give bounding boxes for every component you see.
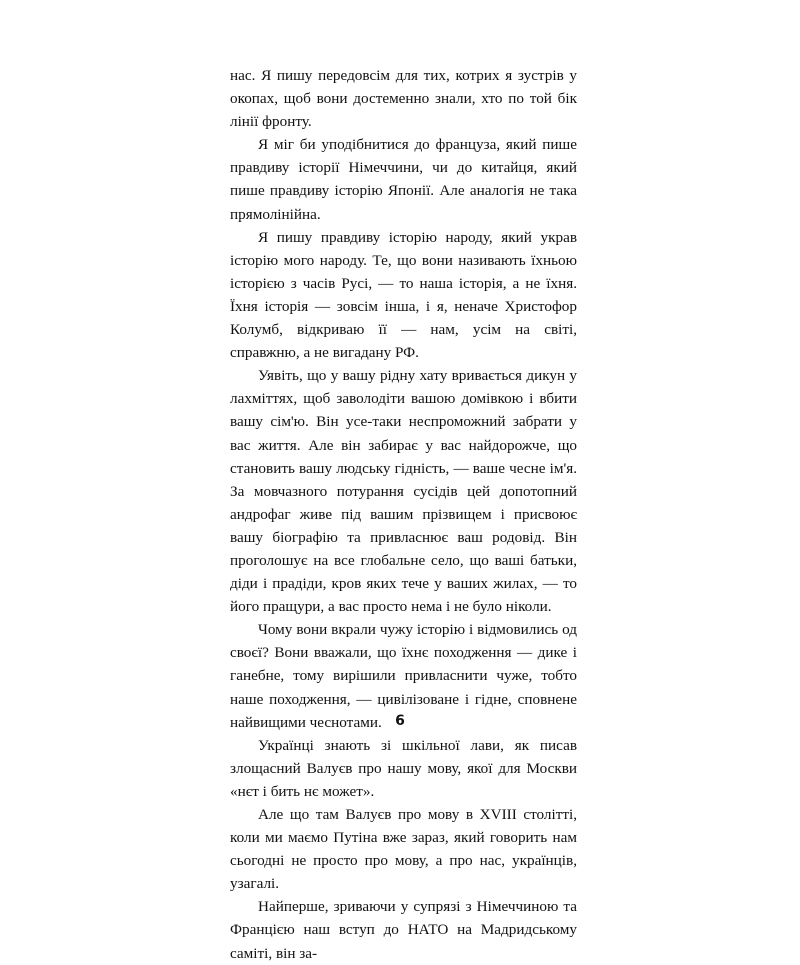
- page-number: 6: [395, 713, 405, 729]
- paragraph: Українці знають зі шкільної лави, як писав злощасний Валуєв про нашу мову, якої для Москви «нєт і бить нє может».: [230, 736, 577, 800]
- paragraph: нас. Я пишу передовсім для тих, котрих я зустрів у окопах, щоб вони достеменно знали, хто по той бік лінії фронту.: [230, 67, 577, 131]
- paragraph: Уявіть, що у вашу рідну хату вривається дикун у лахміттях, щоб заволодіти вашою домівкою і вбити вашу сім'ю. Він усе-таки неспроможний забрати у вас життя. Але він забирає у вас найдорожче, що становить вашу людську гідність, — ваше чесне ім'я. За мовчазного потурання сусідів цей допотопний андрофаг живе під вашим прізвищем і присвоює вашу біографію та привласнює ваш родовід. Він проголошує на все глобальне село, що ваші батьки, діди і прадіди, кров яких тече у ваших жилах, — то його пращури, а вас просто нема і не було ніколи.: [230, 367, 577, 616]
- page-text-block: [230, 64, 577, 965]
- paragraph: Чому вони вкрали чужу історію і відмовились од своєї? Вони вважали, що їхнє походження — дике і ганебне, тому вирішили привласнити чуже, тобто наше походження, — цивілізоване і гідне, сповнене найвищими чеснотами.: [230, 621, 577, 731]
- paragraph: Я пишу правдиву історію народу, який украв історію мого народу. Те, що вони називають їхньою історією з часів Русі, — то наша історія, а не їхня. Їхня історія — зовсім інша, і я, неначе Христофор Колумб, відкриваю її — нам, усім на світі, справжню, а не вигадану РФ.: [230, 228, 577, 362]
- paragraph: Найперше, зриваючи у супрязі з Німеччиною та Францією наш вступ до НАТО на Мадридському саміті, він за-: [230, 898, 577, 962]
- paragraph: Але що там Валуєв про мову в XVIII столітті, коли ми маємо Путіна вже зараз, який говорить нам сьогодні не просто про мову, а про нас, українців, узагалі.: [230, 806, 577, 893]
- paragraph: Я міг би уподібнитися до француза, який пише правдиву історії Німеччини, чи до китайця, який пише правдиву історію Японії. Але аналогія не така прямолінійна.: [230, 136, 577, 223]
